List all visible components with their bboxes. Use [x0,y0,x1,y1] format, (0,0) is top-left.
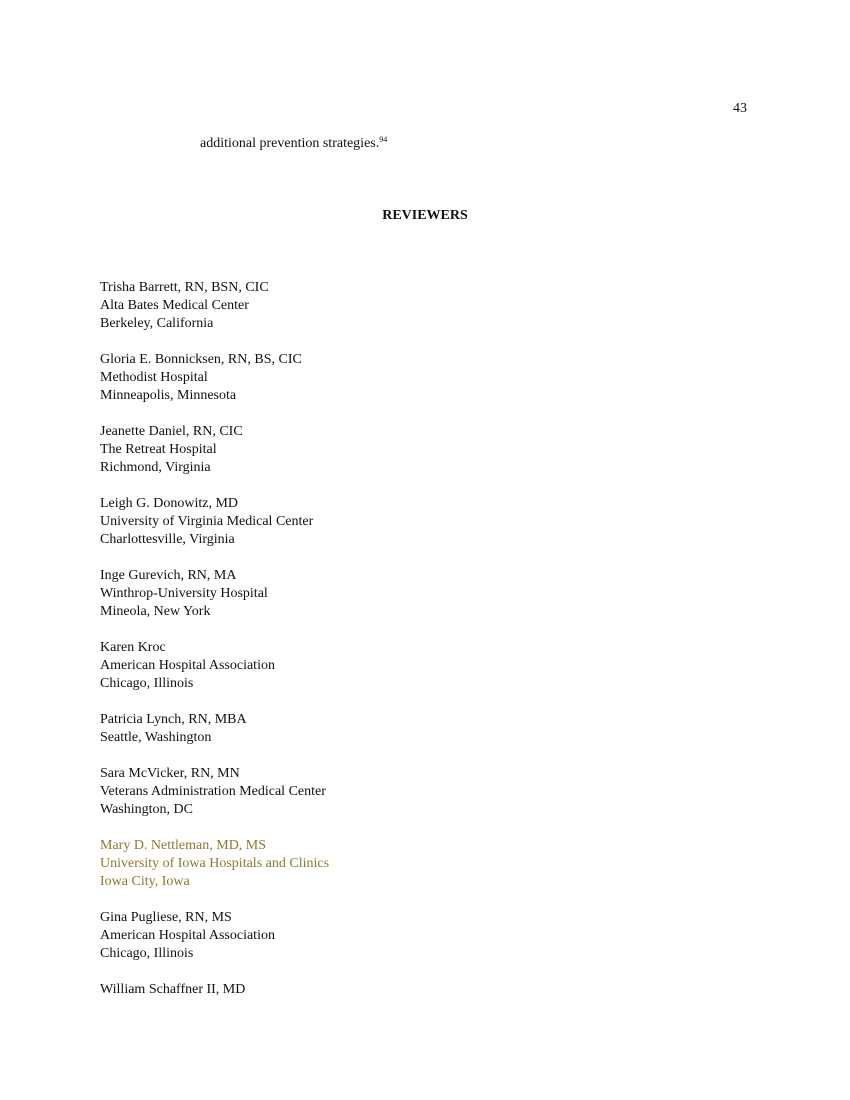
reviewer-location: Richmond, Virginia [100,460,211,475]
reviewer-list [100,279,500,1017]
reviewer-location: Seattle, Washington [100,730,212,745]
section-heading: REVIEWERS [382,208,468,223]
reviewer-location: Washington, DC [100,802,193,817]
reviewer-location: Iowa City, Iowa [100,874,190,889]
reviewer-location: Chicago, Illinois [100,946,194,961]
reviewer-name: Gina Pugliese, RN, MS [100,910,232,925]
reviewer-affiliation: Winthrop-University Hospital [100,586,268,601]
reviewer-entry [100,351,500,405]
reviewer-entry [100,423,500,477]
reviewer-location: Charlottesville, Virginia [100,532,235,547]
reviewer-affiliation: American Hospital Association [100,928,275,943]
reviewer-name: Trisha Barrett, RN, BSN, CIC [100,280,269,295]
reviewer-entry [100,981,500,999]
reviewer-name: Karen Kroc [100,640,166,655]
reviewer-affiliation: Veterans Administration Medical Center [100,784,326,799]
reviewer-entry [100,711,500,747]
reviewer-name: William Schaffner II, MD [100,982,246,997]
reviewer-location: Mineola, New York [100,604,211,619]
reviewer-affiliation: The Retreat Hospital [100,442,217,457]
reviewer-affiliation: University of Virginia Medical Center [100,514,314,529]
reviewer-entry [100,279,500,333]
reviewer-entry-highlighted [100,837,500,891]
reviewer-name: Patricia Lynch, RN, MBA [100,712,247,727]
continuation-paragraph [200,135,387,153]
reviewer-entry [100,909,500,963]
page-number: 43 [733,101,747,116]
reviewer-location: Berkeley, California [100,316,214,331]
reviewer-name: Inge Gurevich, RN, MA [100,568,237,583]
reviewer-affiliation: Alta Bates Medical Center [100,298,249,313]
reviewer-name: Leigh G. Donowitz, MD [100,496,239,511]
reviewer-affiliation: Methodist Hospital [100,370,208,385]
reviewer-entry [100,639,500,693]
reviewer-location: Chicago, Illinois [100,676,194,691]
reviewer-name: Sara McVicker, RN, MN [100,766,240,781]
reviewer-location: Minneapolis, Minnesota [100,388,237,403]
reference-superscript: 94 [379,135,388,144]
reviewer-affiliation: American Hospital Association [100,658,275,673]
continuation-text: additional prevention strategies. [200,136,380,151]
reviewer-name: Jeanette Daniel, RN, CIC [100,424,243,439]
reviewer-affiliation: University of Iowa Hospitals and Clinics [100,856,330,871]
reviewer-name: Gloria E. Bonnicksen, RN, BS, CIC [100,352,302,367]
reviewer-name: Mary D. Nettleman, MD, MS [100,838,267,853]
reviewer-entry [100,495,500,549]
reviewer-entry [100,567,500,621]
reviewer-entry [100,765,500,819]
